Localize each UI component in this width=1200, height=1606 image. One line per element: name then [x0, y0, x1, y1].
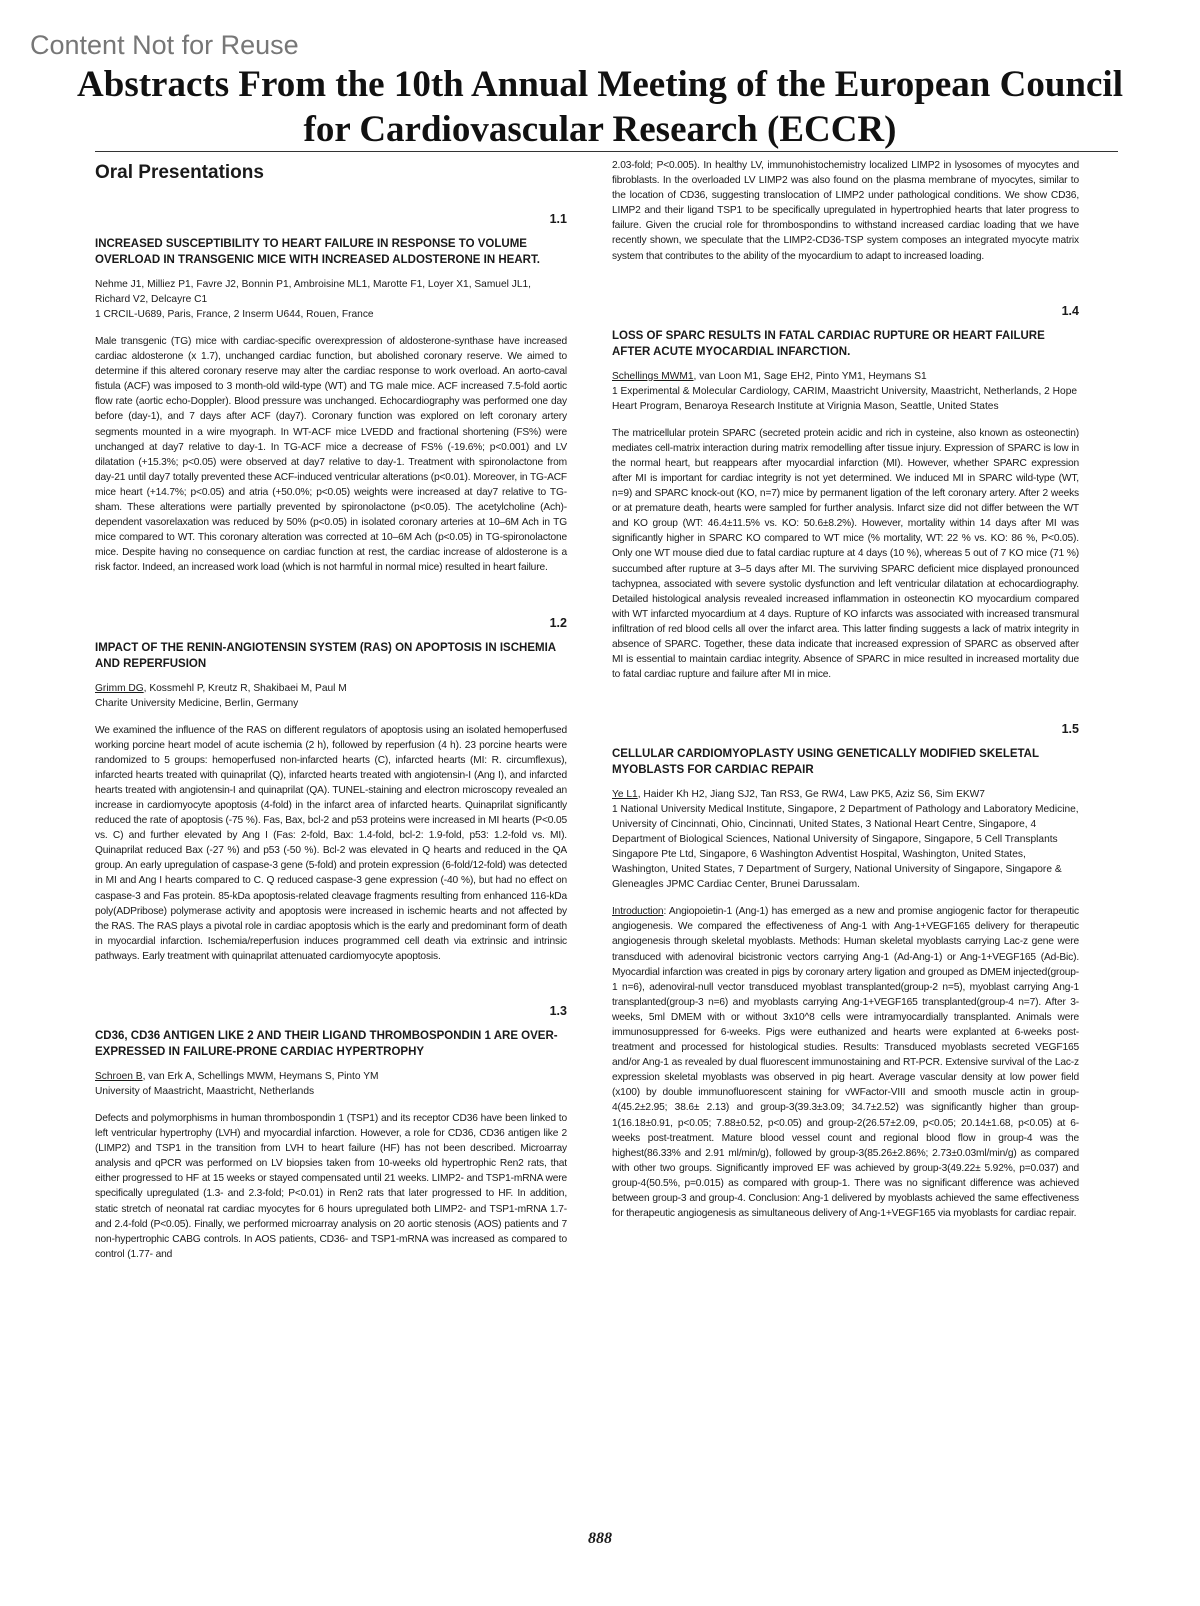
- abstract-authors: [95, 277, 567, 322]
- section-heading: Oral Presentations: [95, 162, 264, 183]
- author-affiliation: 1 CRCIL-U689, Paris, France, 2 Inserm U644, Rouen, France: [95, 309, 374, 320]
- presenting-author: Grimm DG: [95, 682, 144, 694]
- abstract-authors: [612, 787, 1079, 892]
- author-list: [95, 1069, 567, 1084]
- author-list: [612, 787, 1079, 802]
- abstract-title: CELLULAR CARDIOMYOPLASTY USING GENETICALLY MODIFIED SKELETAL MYOBLASTS FOR CARDIAC REPAIR: [612, 748, 1039, 777]
- watermark: Content Not for Reuse: [30, 30, 299, 60]
- page-number: 888: [588, 1530, 612, 1547]
- presenting-author: Ye L1: [612, 789, 638, 801]
- author-affiliation: 1 National University Medical Institute, Singapore, 2 Department of Pathology and Laboratory Medicine, University of Cincinnati, Ohio, Cincinnati, United States, 3 National Heart Centre, Singapore, 4 Department of Biological Sciences, National University of Singapore, Singapore, 5 Cell Transplants Singapore Pte Ltd, Singapore, 6 Washington Adventist Hospital, Washington, United States, Washington, United States, 7 Department of Surgery, National University of Singapore, Singapore & Gleneagles JPMC Cardiac Center, Brunei Darussalam.: [612, 804, 1079, 891]
- abstract-title: LOSS OF SPARC RESULTS IN FATAL CARDIAC RUPTURE OR HEART FAILURE AFTER ACUTE MYOCARDIAL INFARCTION.: [612, 329, 1045, 358]
- author-affiliation: Charite University Medicine, Berlin, Germany: [95, 697, 299, 709]
- abstract-body: [612, 904, 1079, 1221]
- author-list: Nehme J1, Milliez P1, Favre J2, Bonnin P1, Ambroisine ML1, Marotte F1, Loyer X1, Samuel JL1, Richard V2, Delcayre C1: [95, 279, 531, 305]
- abstract-body: We examined the influence of the RAS on different regulators of apoptosis using an isolated hemoperfused working porcine heart model of acute ischemia (2 h), followed by reperfusion (4 h). 23 porcine hearts were randomized to 5 groups: hemoperfused non-infarcted hearts (C), infarcted hearts (MI: R. circumflexus), infarcted hearts treated with quinaprilat (Q), infarcted hearts treated with angiotensin-I (Ang I), and infarcted hearts treated with angiotensin-I and quinaprilat (QA). TUNEL-staining and electron microscopy revealed an increase in cardiomyocyte apoptosis (4-fold) in the infarct area of infarcted hearts. Quinaprilat significantly reduced the rate of apoptosis (-75 %). Fas, Bax, bcl-2 and p53 proteins were increased in MI hearts (P<0.05 vs. C) and further elevated by Ang I (Fas: 2-fold, Bax: 1.4-fold, bcl-2: 1.9-fold, p53: 1.2-fold vs. MI). Quinaprilat reduced Bax (-27 %) and p53 (-50 %). Bcl-2 was elevated in Q hearts and reduced in the QA group. An early upregulation of caspase-3 gene (5-fold) and protein expression (6-fold/12-fold) was detected in MI and Ang I hearts compared to C. Q reduced caspase-3 gene expression (-40 %), but had no effect on caspase-3 and Fas protein. 85-kDa apoptosis-related cleavage fragments resulting from enhanced 116-kDa poly(ADPribose) polymerase activity and apoptosis were increased in ischemic hearts and not affected by the RAS. The RAS plays a pivotal role in cardiac apoptosis which is the early and predominant form of death in myocardial infarction. Ischemia/reperfusion induces programmed cell death via extrinsic and intrinsic pathways. Early treatment with quinaprilat attenuated cardiomyocyte apoptosis.: [95, 724, 567, 962]
- co-authors: , Haider Kh H2, Jiang SJ2, Tan RS3, Ge RW4, Law PK5, Aziz S6, Sim EKW7: [637, 789, 985, 801]
- abstract-number: 1.3: [549, 1004, 567, 1018]
- abstract-title: CD36, CD36 ANTIGEN LIKE 2 AND THEIR LIGAND THROMBOSPONDIN 1 ARE OVER-EXPRESSED IN FAILURE-PRONE CARDIAC HYPERTROPHY: [95, 1030, 558, 1058]
- abstract-title: IMPACT OF THE RENIN-ANGIOTENSIN SYSTEM (RAS) ON APOPTOSIS IN ISCHEMIA AND REPERFUSION: [95, 641, 556, 670]
- abstract-title: INCREASED SUSCEPTIBILITY TO HEART FAILURE IN RESPONSE TO VOLUME OVERLOAD IN TRANSGENIC MICE WITH INCREASED ALDOSTERONE IN HEART.: [95, 238, 540, 266]
- abstract-body: Male transgenic (TG) mice with cardiac-specific overexpression of aldosterone-synthase have increased cardiac aldosterone (x 1.7), unchanged cardiac function, but abolished coronary reserve. We aimed to determine if this altered coronary reserve may alter the cardiac response to work overload. An aorto-caval fistula (ACF) was imposed to 3 month-old wild-type (WT) and TG male mice. ACF increased 7.5-fold aortic flow rate (aortic echo-Doppler). Blood pressure was unchanged. Echocardiography was performed one day before (day-1), and 7 days after ACF (day7). Coronary function was explored on left coronary artery segments mounted in a wire myograph. In WT-ACF mice LVEDD and fractional shortening (FS%) were unchanged at day7 relative to day-1. In TG-ACF mice a decrease of FS% (-19.6%; p<0.001) and LV dilatation (+15.3%; p<0.05) were observed at day7 relative to day-1. Treatment with spironolactone from day-21 until day7 totally prevented these ACF-induced ventricular alterations (p<0.01). Moreover, in TG-ACF mice heart (+14.7%; p<0.05) and atria (+50.0%; p<0.05) weights were increased at day7 relative to TG-sham. These alterations were partially prevented by spironolactone (p<0.05). The acetylcholine (Ach)-dependent vasorelaxation was reduced by 50% (p<0.05) in isolated coronary arteries at 10–6M Ach in TG mice compared to WT. This coronary alteration was corrected at 10–6M Ach (p<0.05) in TG-spironolactone mice. Despite having no consequence on cardiac function at rest, the cardiac increase of aldosterone is a risk factor. Indeed, an increased work load (which is not harmful in normal mice) resulted in heart failure.: [95, 336, 567, 574]
- co-authors: , van Erk A, Schellings MWM, Heymans S, Pinto YM: [142, 1071, 379, 1082]
- abstract-body: Defects and polymorphisms in human thrombospondin 1 (TSP1) and its receptor CD36 have been linked to left ventricular hypertrophy (LVH) and myocardial infarction. However, a role for CD36, CD36 antigen like 2 (LIMP2) and TSP1 in the transition from LVH to heart failure (HF) has not been described. Microarray analysis and qPCR was performed on LV biopsies taken from 10-weeks old hypertrophic Ren2 rats, that either progressed to HF at 15 weeks or stayed compensated until 21 weeks. LIMP2- and TSP1-mRNA were specifically upregulated (1.3- and 2.3-fold; P<0.01) in Ren2 rats that later progressed to HF. In addition, static stretch of neonatal rat cardiac myocytes for 6 hours upregulated both LIMP2- and TSP1-mRNA 1.7- and 2.4-fold (P<0.05). Finally, we performed microarray analysis on 20 aortic stenosis (AOS) patients and 7 non-hypertrophic CABG controls. In AOS patients, CD36- and TSP1-mRNA was increased as compared to control (1.77- and: [95, 1113, 567, 1260]
- left-column: [95, 158, 567, 1262]
- abstract-number: 1.5: [1061, 722, 1079, 737]
- introduction-label: Introduction: [612, 906, 664, 918]
- presenting-author: Schroen B: [95, 1071, 143, 1082]
- abstract-1-4: [612, 304, 1079, 683]
- abstract-1-3: [95, 1004, 567, 1262]
- abstract-number: 1.1: [549, 212, 567, 226]
- abstract-authors: [612, 369, 1079, 414]
- author-list: [612, 369, 1079, 384]
- abstract-authors: [95, 681, 567, 711]
- right-column: [612, 158, 1079, 1221]
- abstract-1-5: [612, 722, 1079, 1221]
- abstract-body-text: : Angiopoietin-1 (Ang-1) has emerged as a new and promise angiogenic factor for therapeutic angiogenesis. We compared the effectiveness of Ang-1 with Ang-1+VEGF165 delivery for therapeutic angiogenesis through skeletal myoblasts. Methods: Human skeletal myoblasts carrying Lac-z gene were transduced with adenoviral bicistronic vectors carrying Ang-1 (Ad-Ang-1) or Ang-1+VEGF165 (Ad-Bic). Myocardial infarction was created in pigs by coronary artery ligation and grouped as DMEM injected(group-1 n=6), adenoviral-null vector transduced myoblast transplanted(group-2 n=5), myoblast carrying Ang-1 transplanted(group-3 n=6) and myoblasts carrying Ang-1+VEGF165 transplanted(group-4 n=7). After 3-weeks, 5ml DMEM with or without 3x10^8 cells were intramyocardially transplanted. Animals were immunosuppressed for 6-weeks. Pigs were euthanized and hearts were explanted at 6-weeks post-treatment and processed for histological studies. Results: Transduced myoblasts secreted VEGF165 and/or Ang-1 as revealed by dual fluorescent immunostaining and RT-PCR. Extensive survival of the Lac-z expression skeletal myoblasts was observed in pig heart. Average vascular density at low power field (x100) by double immunofluorescent staining for vWFactor-VIII and smooth muscle actin in group-4(45.2±2.95; 38.6± 2.13) and group-3(39.3±3.09; 34.7±2.52) was significantly higher than group-1(16.18±0.91, p<0.05; 7.88±0.52, p<0.05) and group-2(26.57±2.09, p<0.05; 20.14±1.68, p<0.05) at 6-weeks post-treatment. Mature blood vessel count and regional blood flow in group-4 was the highest(86.33% and 2.91 ml/min/g), followed by group-3(85.26±2.86%; 2.73±0.03ml/min/g) as compared with other two groups. Significantly improved EF was achieved by group-3(49.22± 5.92%, p=0.037) and group-4(50.5%, p=0.015) as compared with group-1. There was no significant difference was achieved between group-3 and group-4. Conclusion: Ang-1 delivered by myoblasts achieved the same effectiveness for therapeutic angiogenesis as simultaneous delivery of Ang-1+VEGF165 via myoblasts for cardiac repair.: [612, 906, 1079, 1220]
- page-title: Abstracts From the 10th Annual Meeting of the European Council for Cardiovascular Research (ECCR): [77, 64, 1123, 150]
- co-authors: , van Loon M1, Sage EH2, Pinto YM1, Heymans S1: [693, 370, 927, 382]
- author-affiliation: University of Maastricht, Maastricht, Netherlands: [95, 1086, 315, 1097]
- abstract-continuation: 2.03-fold; P<0.005). In healthy LV, immunohistochemistry localized LIMP2 in lysosomes of myocytes and fibroblasts. In the overloaded LV LIMP2 was also found on the plasma membrane of myocytes, similar to the location of CD36, suggesting translocation of LIMP2 under pathological conditions. We show CD36, LIMP2 and their ligand TSP1 to be specifically upregulated in hypertrophied hearts that later progress to failure. Given the crucial role for thrombospondins to withstand increased cardiac loading that we have recently shown, we speculate that the LIMP2-CD36-TSP system composes an integrated myocyte matrix system that contributes to the ability of the myocardium to adapt to increased loading.: [612, 160, 1079, 262]
- abstract-1-2: [95, 616, 567, 965]
- abstract-1-1: [95, 212, 567, 576]
- author-list: [95, 681, 567, 696]
- author-affiliation: 1 Experimental & Molecular Cardiology, CARIM, Maastricht University, Maastricht, Netherlands, 2 Hope Heart Program, Benaroya Research Institute at Virignia Mason, Seattle, United States: [612, 385, 1078, 412]
- presenting-author: Schellings MWM1: [612, 370, 694, 382]
- title-rule: [95, 151, 1118, 152]
- abstract-body: The matricellular protein SPARC (secreted protein acidic and rich in cysteine, also known as osteonectin) mediates cell-matrix interaction during matrix remodelling after tissue injury. Expression of SPARC is low in the normal heart, but reappears after myocardial infarction (MI). However, whether SPARC expression after MI is important for cardiac integrity is not yet determined. We induced MI in SPARC wild-type (WT, n=9) and SPARC knock-out (KO, n=7) mice by permanent ligation of the left coronary artery. After 2 weeks or at premature death, hearts were sampled for further analysis. Infarct size did not differ between the WT and KO group (WT: 46.4±11.5% vs. KO: 50.6±8.2%). However, mortality within 14 days after MI was significantly higher in SPARC KO compared to WT mice (% mortality, WT: 22 % vs. KO: 86 %, P<0.05). Only one WT mouse died due to fatal cardiac rupture at 4 days (10 %), whereas 5 out of 7 KO mice (71 %) succumbed after rupture at 3–5 days after MI. The surviving SPARC deficient mice displayed pronounced tachypnea, associated with severe systolic dysfunction and left ventricular dilatation at echocardiography. Detailed histological analysis revealed increased inflammation in osteonectin KO myocardium compared with WT infarcted myocardium at 4 days. Rupture of KO infarcts was associated with increased transmural infiltration of red blood cells all over the infarct area. This latter finding suggests a lack of matrix integrity in absence of SPARC. Together, these data indicate that increased expression of SPARC as observed after MI is essential to maintain cardiac integrity. Absence of SPARC in mice resulted in increased mortality due to fatal cardiac rupture and failure after MI in mice.: [612, 427, 1079, 681]
- co-authors: , Kossmehl P, Kreutz R, Shakibaei M, Paul M: [143, 682, 347, 694]
- abstract-number: 1.4: [1061, 303, 1079, 318]
- abstract-number: 1.2: [549, 615, 567, 630]
- abstract-authors: [95, 1069, 567, 1099]
